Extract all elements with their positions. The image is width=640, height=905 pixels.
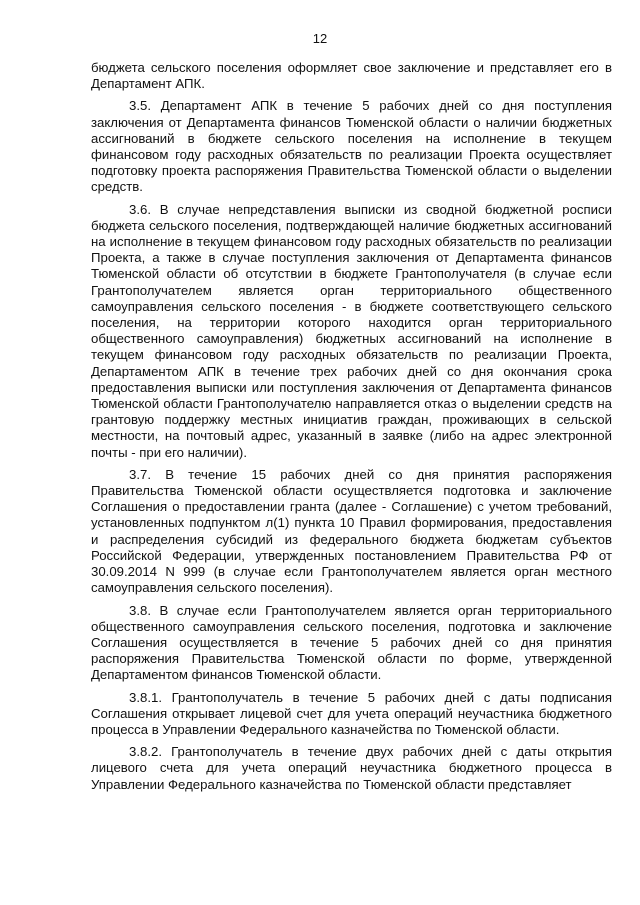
paragraph-3-5: 3.5. Департамент АПК в течение 5 рабочих дней со дня поступления заключения от Департамента финансов Тюменской области о наличии бюджетных ассигнований в бюджете сельского поселения на исполнение в текущем финансовом году расходных обязательств по реализации Проекта осуществляет подготовку проекта распоряжения Правительства Тюменской области о выделении средств. bbox=[91, 98, 612, 195]
paragraph-3-8-1: 3.8.1. Грантополучатель в течение 5 рабочих дней с даты подписания Соглашения открывает лицевой счет для учета операций неучастника бюджетного процесса в Управлении Федерального казначейства по Тюменской области. bbox=[91, 689, 612, 737]
page-number: 12 bbox=[312, 31, 328, 46]
paragraph-3-8-2: 3.8.2. Грантополучатель в течение двух рабочих дней с даты открытия лицевого счета для учета операций неучастника бюджетного процесса в Управлении Федерального казначейства по Тюменской области представляет bbox=[91, 744, 612, 792]
paragraph-continuation: бюджета сельского поселения оформляет свое заключение и представляет его в Департамент АПК. bbox=[91, 60, 612, 92]
paragraph-3-8: 3.8. В случае если Грантополучателем является орган территориального общественного самоуправления сельского поселения, подготовка и заключение Соглашения осуществляется в течение 5 рабочих дней со дня принятия распоряжения Правительства Тюменской области по форме, утвержденной Департаментом финансов Тюменской области. bbox=[91, 602, 612, 683]
paragraph-3-6: 3.6. В случае непредставления выписки из сводной бюджетной росписи бюджета сельского поселения, подтверждающей наличие бюджетных ассигнований на исполнение в текущем финансовом году расходных обязательств по реализации Проекта, а также в случае поступления заключения от Департамента финансов Тюменской области об отсутствии в бюджете Грантополучателя (в случае если Грантополучателем является орган территориального общественного самоуправления сельского поселения - в бюджете соответствующего сельского поселения, на территории которого находится орган территориального общественного самоуправления) бюджетных ассигнований на исполнение в текущем финансовом году расходных обязательств по реализации Проекта, Департаментом АПК в течение трех рабочих дней со дня окончания срока предоставления выписки или поступления заключения от Департамента финансов Тюменской области Грантополучателю направляется отказ о выделении средств на грантовую поддержку местных инициатив граждан, проживающих в сельской местности, на почтовый адрес, указанный в заявке (либо на адрес электронной почты - при его наличии). bbox=[91, 201, 612, 460]
paragraph-3-7: 3.7. В течение 15 рабочих дней со дня принятия распоряжения Правительства Тюменской области осуществляется подготовка и заключение Соглашения о предоставлении гранта (далее - Соглашение) с учетом требований, установленных подпунктом л(1) пункта 10 Правил формирования, предоставления и распределения субсидий из федерального бюджета бюджетам субъектов Российской Федерации, утвержденных постановлением Правительства РФ от 30.09.2014 N 999 (в случае если Грантополучателем является орган местного самоуправления сельского поселения). bbox=[91, 466, 612, 596]
document-body bbox=[91, 60, 612, 799]
